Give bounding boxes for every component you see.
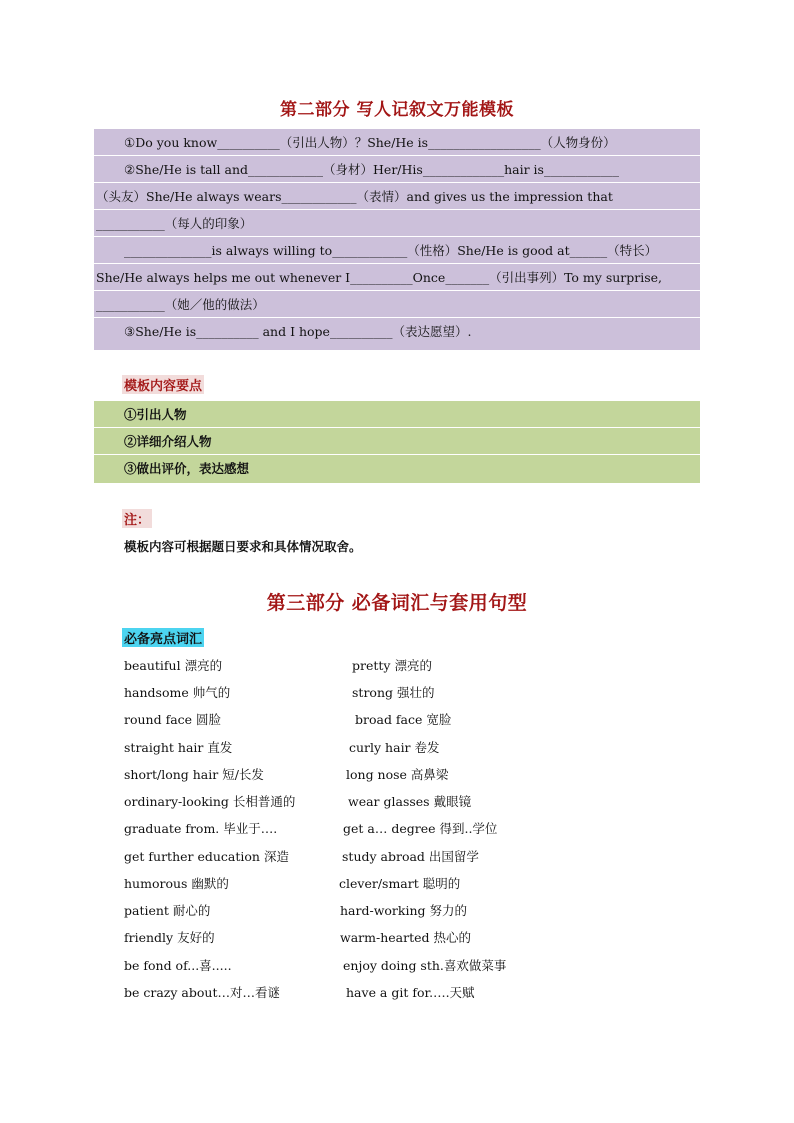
vocab-left: be fond of...喜..... xyxy=(124,958,232,973)
vocab-left: beautiful 漂亮的 xyxy=(124,658,223,673)
vocab-right: wear glasses 戴眼镜 xyxy=(348,794,472,809)
template-line: She/He always helps me out whenever I__________Once_______（引出事列）To my surprise, xyxy=(94,264,700,291)
vocab-left: patient 耐心的 xyxy=(124,903,211,918)
template-line: ___________（每人的印象） xyxy=(94,210,700,237)
vocab-right: hard-working 努力的 xyxy=(340,903,468,918)
vocab-right: have a git for.….天赋 xyxy=(346,985,475,1000)
vocab-row xyxy=(0,983,794,1010)
note-label: 注： xyxy=(122,509,152,528)
template-line: ①Do you know__________（引出人物）？She/He is__________________（人物身份） xyxy=(94,129,700,156)
vocab-left: get further education 深造 xyxy=(124,849,289,864)
vocab-left: round face 圆脸 xyxy=(124,712,222,727)
template-line: （头友）She/He always wears____________（表情）and gives us the impression that xyxy=(94,183,700,210)
vocab-right: broad face 宽脸 xyxy=(355,712,452,727)
vocab-right: strong 强壮的 xyxy=(352,685,435,700)
vocab-row xyxy=(0,765,794,792)
vocab-row xyxy=(0,683,794,710)
vocab-right: long nose 高鼻梁 xyxy=(346,767,449,782)
vocab-row xyxy=(0,792,794,819)
template-box xyxy=(94,129,700,350)
vocab-row xyxy=(0,956,794,983)
vocab-left: graduate from. 毕业于…. xyxy=(124,821,278,836)
template-line: ③She/He is__________ and I hope__________（表达愿望）. xyxy=(124,324,472,339)
vocab-row xyxy=(0,847,794,874)
vocab-row xyxy=(0,738,794,765)
points-box xyxy=(94,401,700,483)
point-item: ①引出人物 xyxy=(94,401,700,428)
vocab-right: warm-hearted 热心的 xyxy=(340,930,471,945)
vocab-row xyxy=(0,901,794,928)
vocab-row xyxy=(0,710,794,737)
vocab-right: clever/smart 聪明的 xyxy=(339,876,461,891)
point-item: ③做出评价，表达感想 xyxy=(124,461,250,476)
vocab-right: pretty 漂亮的 xyxy=(352,658,432,673)
part3-title: 第三部分 必备词汇与套用句型 xyxy=(266,592,528,614)
vocab-left: be crazy about…对…看谜 xyxy=(124,985,280,1000)
part2-title: 第二部分 写人记叙文万能模板 xyxy=(280,100,514,120)
vocab-row xyxy=(0,656,794,683)
vocab-right: enjoy doing sth.喜欢做菜事 xyxy=(343,958,507,973)
template-line: ______________is always willing to____________（性格）She/He is good at______（特长） xyxy=(94,237,700,264)
vocab-right: curly hair 卷发 xyxy=(349,740,440,755)
template-line: ②She/He is tall and____________（身材）Her/His_____________hair is____________ xyxy=(94,156,700,183)
template-line: ___________（她／他的做法） xyxy=(94,291,700,318)
vocab-left: straight hair 直发 xyxy=(124,740,233,755)
vocab-right: study abroad 出国留学 xyxy=(342,849,479,864)
vocab-label: 必备亮点词汇 xyxy=(122,628,204,647)
vocab-row xyxy=(0,928,794,955)
note-text: 模板内容可根据题日要求和具体情况取舍。 xyxy=(124,539,362,554)
vocab-row xyxy=(0,819,794,846)
vocab-row xyxy=(0,874,794,901)
vocab-left: ordinary-looking 长相普通的 xyxy=(124,794,296,809)
vocab-right: get a… degree 得到..学位 xyxy=(343,821,498,836)
vocab-left: handsome 帅气的 xyxy=(124,685,231,700)
point-item: ②详细介绍人物 xyxy=(94,428,700,455)
vocab-left: short/long hair 短/长发 xyxy=(124,767,264,782)
points-label: 模板内容要点 xyxy=(122,375,204,394)
vocab-left: humorous 幽默的 xyxy=(124,876,229,891)
vocab-left: friendly 友好的 xyxy=(124,930,215,945)
